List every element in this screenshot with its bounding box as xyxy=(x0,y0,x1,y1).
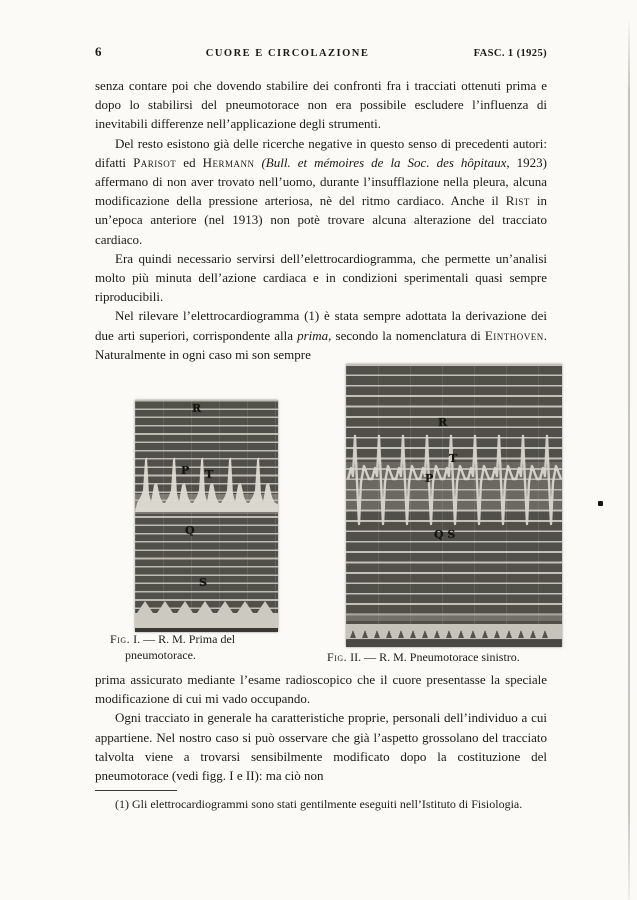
wave-label-qs: Q S xyxy=(434,528,456,542)
text-segment: in un’epoca anteriore (nel 1913) non potè trovare alcuna alterazione del tracciato cardiaco. xyxy=(95,193,547,247)
wave-label-p: P xyxy=(181,464,190,478)
text-segment: , secondo la nomenclatura di xyxy=(328,327,485,343)
footnote-text: (1) Gli elettrocardiogrammi sono stati gentilmente eseguiti nell’Istituto di Fisiologia. xyxy=(115,797,523,812)
caption-text: II. — R. M. Pneumotorace sinistro. xyxy=(347,650,520,665)
figure-label: Fig. xyxy=(110,632,131,647)
caption-text-line2: pneumotorace. xyxy=(125,647,196,662)
text-segment: Nel rilevare l’elettrocardiogramma (1) è stata sempre adottata la derivazione dei due arti superiori, corrispondente alla xyxy=(95,308,547,343)
author-name: Hermann xyxy=(202,154,255,170)
text-segment: prima assicurato mediante l’esame radioscopico che il cuore presentasse la speciale modificazione di cui mi vado occupando. xyxy=(95,672,547,707)
ecg-waveform-graphic xyxy=(135,400,278,632)
figure-1-ecg-photo xyxy=(135,400,278,632)
journal-reference: (Bull. et mémoires de la Soc. des hôpitaux, xyxy=(254,154,510,170)
footnote xyxy=(95,797,547,813)
author-name: Einthoven xyxy=(484,327,544,343)
ink-speck xyxy=(598,501,603,506)
author-name: Parisot xyxy=(133,154,177,170)
page-number: 6 xyxy=(95,44,102,59)
caption-text: I. — R. M. Prima del xyxy=(130,632,236,647)
text-segment: . Naturalmente in ogni caso mi son sempre xyxy=(95,327,547,362)
text-segment: Ogni tracciato in generale ha caratteristiche proprie, personali dell’individuo a cui appartiene. Nel nostro caso si può osservare che già l’aspetto grossolano del tracciato talvolta viene a trovarsi sensibilmente modificato dopo la costituzione del pneumotorace (vedi figg. I e II): ma ciò non xyxy=(95,710,547,784)
text-column xyxy=(95,76,547,813)
figures-block xyxy=(95,364,547,670)
figure-2-caption xyxy=(327,650,520,666)
emphasized-term: prima xyxy=(297,327,329,343)
page-edge-shadow xyxy=(628,22,630,900)
wave-label-p: P xyxy=(425,472,434,486)
footnote-rule xyxy=(95,790,177,791)
ecg-waveform-graphic xyxy=(346,364,562,647)
text-segment: Era quindi necessario servirsi dell’elettrocardiogramma, che permette un’analisi molto più minuta dell’azione cardiaca e in condizioni sperimentali quasi sempre riproducibili. xyxy=(95,250,547,305)
figure-2-ecg-photo xyxy=(346,364,562,647)
paragraph-4 xyxy=(95,306,547,364)
wave-label-q: Q xyxy=(185,524,195,538)
author-name: Rist xyxy=(505,193,530,209)
running-header xyxy=(95,44,547,60)
wave-label-t: T xyxy=(205,468,214,482)
paragraph-1 xyxy=(95,76,547,134)
paragraph-5 xyxy=(95,670,547,708)
text-segment: senza contare poi che dovendo stabilire dei confronti fra i tracciati ottenuti prima e dopo lo stabilirsi del pneumotorace non era possibile escludere l’influenza di inevitabili differenze nell’applicazione degli strumenti. xyxy=(95,78,547,132)
text-segment: 1923) affermano di non aver trovato nell’uomo, durante l’insufflazione nella pleura, alcuna modificazione della pressione arteriosa, nè del ritmo cardiaco. Anche il xyxy=(95,154,547,209)
figure-label: Fig. xyxy=(327,650,348,665)
wave-label-r: R xyxy=(438,416,448,430)
wave-label-s: S xyxy=(199,576,207,590)
wave-label-t: T xyxy=(449,452,458,466)
wave-label-r: R xyxy=(192,402,202,416)
paragraph-2 xyxy=(95,134,547,249)
journal-title: CUORE E CIRCOLAZIONE xyxy=(205,48,370,59)
text-segment: Del resto esistono già delle ricerche negative in questo senso di precedenti autori: difatti xyxy=(95,135,547,170)
issue-label: FASC. 1 (1925) xyxy=(473,48,547,59)
text-segment: ed xyxy=(176,154,203,170)
figure-1-caption xyxy=(110,632,295,663)
paragraph-6 xyxy=(95,708,547,785)
paragraph-3 xyxy=(95,249,547,307)
